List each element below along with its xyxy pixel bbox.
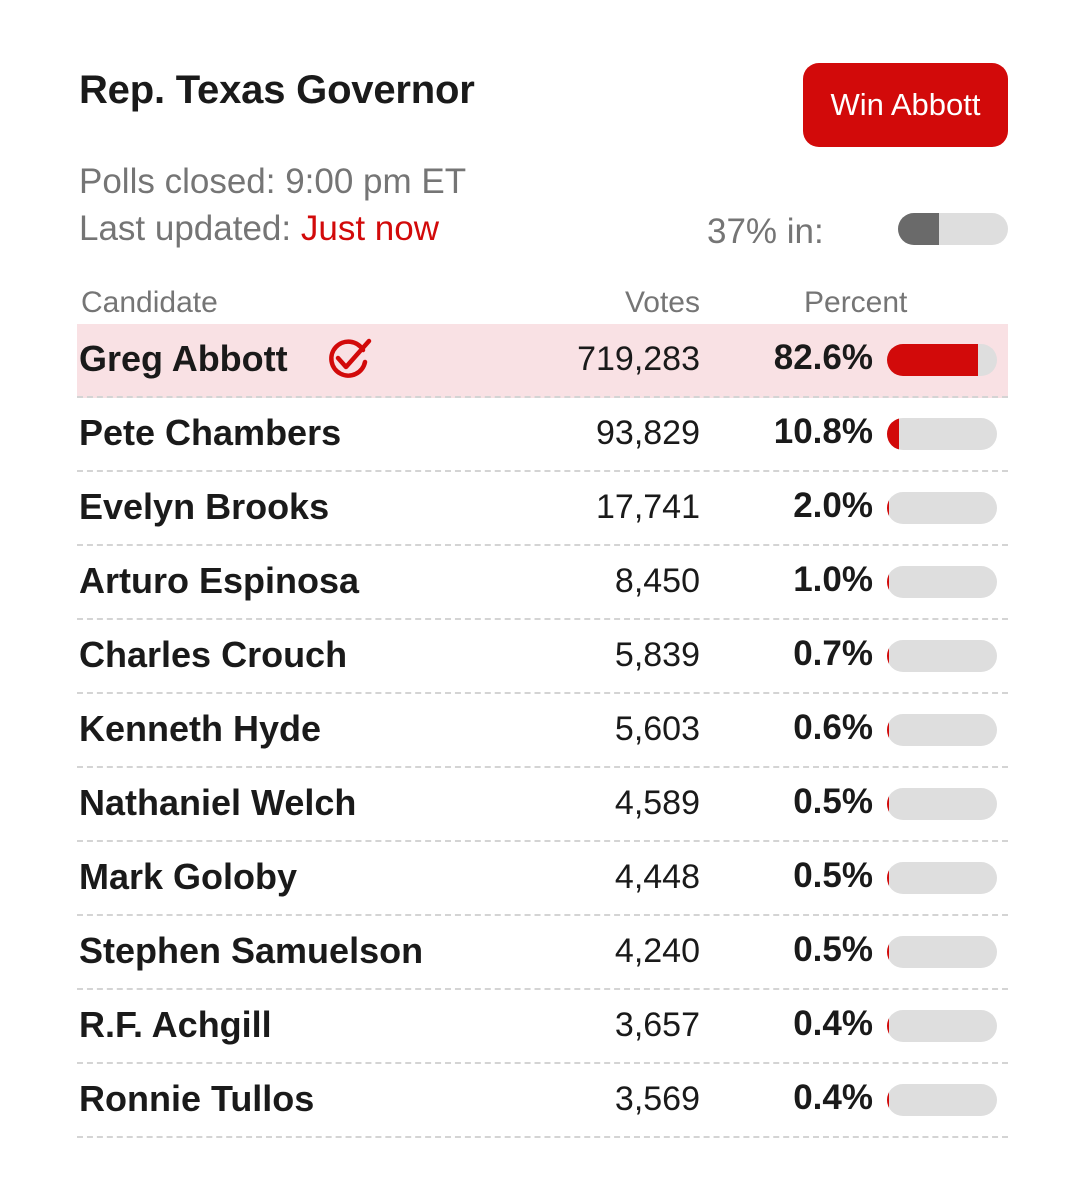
percent-bar <box>887 418 997 450</box>
percent-bar <box>887 936 997 968</box>
candidate-name: Kenneth Hyde <box>79 708 322 749</box>
candidate-row <box>77 990 1008 1064</box>
percent-bar-fill <box>887 566 889 598</box>
candidate-name: Mark Goloby <box>79 856 298 897</box>
candidate-name: Nathaniel Welch <box>79 782 357 823</box>
candidate-row <box>77 694 1008 768</box>
percent-bar <box>887 492 997 524</box>
percent-bar <box>887 566 997 598</box>
candidate-row <box>77 842 1008 916</box>
votes-column-header: Votes <box>624 286 700 319</box>
candidate-row <box>77 472 1008 546</box>
candidate-row <box>77 768 1008 842</box>
candidate-votes: 3,657 <box>614 1006 700 1044</box>
candidate-votes: 5,839 <box>614 636 700 674</box>
candidate-column-header: Candidate <box>81 286 218 319</box>
candidate-name: Stephen Samuelson <box>79 930 424 971</box>
candidate-percent: 82.6% <box>773 338 873 377</box>
candidate-votes: 719,283 <box>577 340 700 378</box>
candidate-votes: 8,450 <box>614 562 700 600</box>
page-title: Rep. Texas Governor <box>79 68 475 112</box>
percent-bar-fill <box>887 936 889 968</box>
candidate-name: R.F. Achgill <box>79 1004 272 1045</box>
last-updated-value: Just now <box>300 209 439 248</box>
candidate-name: Evelyn Brooks <box>79 486 330 527</box>
candidate-percent: 0.6% <box>793 708 873 747</box>
candidate-percent: 2.0% <box>793 486 873 525</box>
candidate-votes: 4,240 <box>614 932 700 970</box>
candidate-percent: 0.5% <box>793 930 873 969</box>
candidate-name: Pete Chambers <box>79 412 342 453</box>
candidate-name: Charles Crouch <box>79 634 348 675</box>
candidate-name: Ronnie Tullos <box>79 1078 315 1119</box>
percent-bar-fill <box>887 344 978 376</box>
candidate-row <box>77 1064 1008 1138</box>
percent-bar <box>887 344 997 376</box>
candidate-percent: 0.5% <box>793 856 873 895</box>
candidate-votes: 17,741 <box>596 488 700 526</box>
percent-bar <box>887 862 997 894</box>
percent-bar-fill <box>887 418 899 450</box>
candidate-row <box>77 620 1008 694</box>
candidate-votes: 93,829 <box>596 414 700 452</box>
candidate-name: Greg Abbott <box>79 338 288 379</box>
candidate-percent: 10.8% <box>773 412 873 451</box>
last-updated-label: Last updated: <box>79 209 292 248</box>
percent-bar <box>887 640 997 672</box>
percent-bar-fill <box>887 1084 889 1116</box>
results-table <box>77 324 1008 1138</box>
candidate-row <box>77 324 1008 398</box>
candidate-votes: 3,569 <box>614 1080 700 1118</box>
percent-bar <box>887 1084 997 1116</box>
reporting-progress-fill <box>898 213 939 245</box>
percent-bar-fill <box>887 492 889 524</box>
candidate-name: Arturo Espinosa <box>79 560 360 601</box>
reporting-label: 37% in: <box>707 212 824 251</box>
percent-bar-fill <box>887 640 889 672</box>
polls-closed-text: Polls closed: 9:00 pm ET <box>79 162 467 201</box>
percent-column-header: Percent <box>804 286 908 319</box>
candidate-votes: 4,448 <box>614 858 700 896</box>
percent-bar-fill <box>887 1010 889 1042</box>
percent-bar-fill <box>887 714 889 746</box>
check-circle-icon <box>325 336 373 382</box>
percent-bar <box>887 714 997 746</box>
win-abbott-button[interactable]: Win Abbott <box>803 63 1008 147</box>
candidate-votes: 5,603 <box>614 710 700 748</box>
last-updated-text <box>79 209 439 249</box>
percent-bar-fill <box>887 862 889 894</box>
candidate-percent: 0.7% <box>793 634 873 673</box>
reporting-progress-bar <box>898 213 1008 245</box>
candidate-row <box>77 546 1008 620</box>
candidate-row <box>77 916 1008 990</box>
candidate-percent: 0.4% <box>793 1004 873 1043</box>
candidate-votes: 4,589 <box>614 784 700 822</box>
percent-bar <box>887 788 997 820</box>
candidate-percent: 1.0% <box>793 560 873 599</box>
percent-bar <box>887 1010 997 1042</box>
percent-bar-fill <box>887 788 889 820</box>
candidate-percent: 0.4% <box>793 1078 873 1117</box>
candidate-percent: 0.5% <box>793 782 873 821</box>
candidate-row <box>77 398 1008 472</box>
